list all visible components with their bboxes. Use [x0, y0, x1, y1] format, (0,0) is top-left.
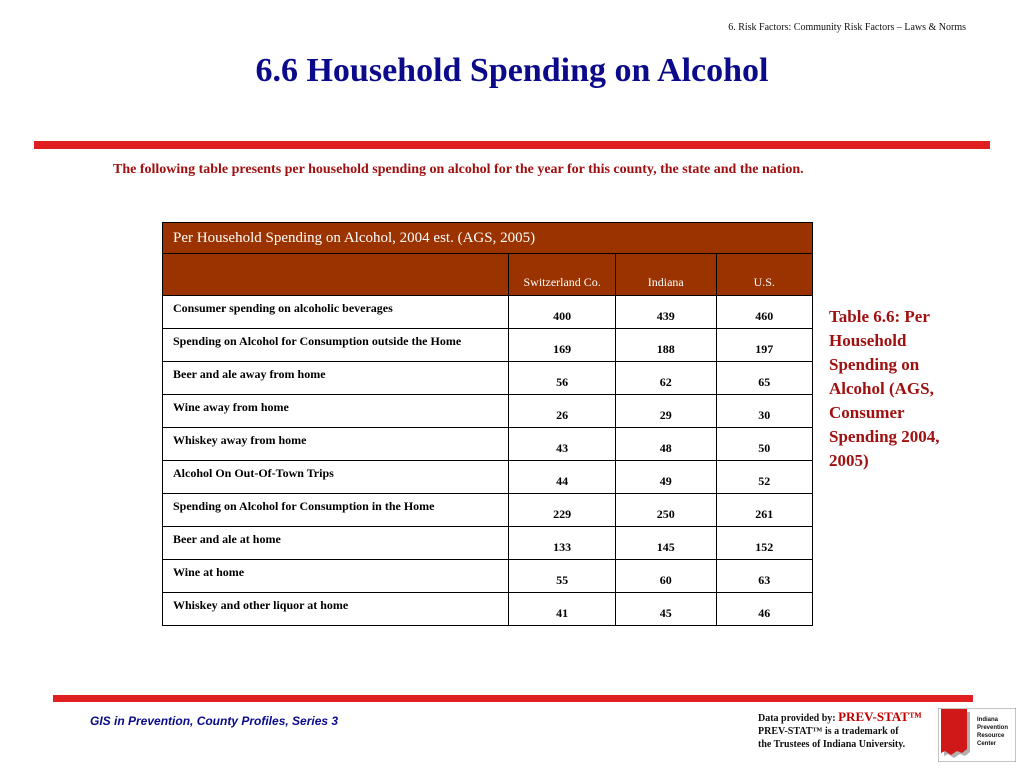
row-value: 400: [509, 296, 616, 329]
column-header-blank: [163, 254, 509, 296]
table-row: [163, 593, 813, 626]
row-value: 56: [509, 362, 616, 395]
row-label: Whiskey and other liquor at home: [163, 593, 509, 626]
row-value: 29: [615, 395, 716, 428]
row-value: 55: [509, 560, 616, 593]
column-header-indiana: Indiana: [615, 254, 716, 296]
trademark-line-1: PREV-STAT™ is a trademark of: [758, 726, 899, 737]
row-label: Alcohol On Out-Of-Town Trips: [163, 461, 509, 494]
row-label: Beer and ale away from home: [163, 362, 509, 395]
row-value: 62: [615, 362, 716, 395]
table-caption-row: [163, 223, 813, 254]
row-value: 45: [615, 593, 716, 626]
row-label: Beer and ale at home: [163, 527, 509, 560]
row-value: 261: [716, 494, 812, 527]
row-value: 65: [716, 362, 812, 395]
logo-text: [977, 716, 1008, 748]
credit-line: [758, 710, 922, 725]
row-value: 43: [509, 428, 616, 461]
top-divider: [34, 141, 990, 149]
page-title: 6.6 Household Spending on Alcohol: [255, 52, 769, 89]
row-value: 152: [716, 527, 812, 560]
row-value: 48: [615, 428, 716, 461]
intro-text: The following table presents per household spending on alcohol for the year for this county, the state and the nation.: [113, 162, 804, 177]
table-row: [163, 395, 813, 428]
spending-table: [162, 222, 813, 626]
table-caption: Per Household Spending on Alcohol, 2004 est. (AGS, 2005): [163, 223, 813, 254]
table-row: [163, 560, 813, 593]
credit-brand: PREV-STAT™: [838, 709, 922, 724]
row-label: Wine at home: [163, 560, 509, 593]
logo-line-4: Center: [977, 741, 997, 747]
logo-line-3: Resource: [977, 733, 1005, 739]
indiana-map-icon: [941, 709, 967, 755]
row-value: 229: [509, 494, 616, 527]
side-caption: Table 6.6: Per Household Spending on Alcohol (AGS, Consumer Spending 2004, 2005): [829, 307, 940, 470]
row-value: 145: [615, 527, 716, 560]
row-label: Spending on Alcohol for Consumption in the Home: [163, 494, 509, 527]
row-label: Wine away from home: [163, 395, 509, 428]
section-reference: 6. Risk Factors: Community Risk Factors – Laws & Norms: [728, 22, 966, 33]
row-value: 169: [509, 329, 616, 362]
logo-line-2: Prevention: [977, 725, 1009, 731]
table-row: [163, 329, 813, 362]
logo-line-1: Indiana: [977, 717, 999, 723]
row-value: 188: [615, 329, 716, 362]
row-value: 52: [716, 461, 812, 494]
table-row: [163, 461, 813, 494]
row-label: Whiskey away from home: [163, 428, 509, 461]
footer-series: GIS in Prevention, County Profiles, Series 3: [90, 714, 339, 728]
column-header-switzerland: Switzerland Co.: [509, 254, 616, 296]
row-value: 44: [509, 461, 616, 494]
row-value: 133: [509, 527, 616, 560]
credit-prefix: Data provided by:: [758, 713, 836, 724]
row-value: 50: [716, 428, 812, 461]
row-value: 250: [615, 494, 716, 527]
bottom-divider: [53, 695, 973, 702]
row-value: 46: [716, 593, 812, 626]
table-row: [163, 527, 813, 560]
table-row: [163, 428, 813, 461]
row-value: 41: [509, 593, 616, 626]
table-row: [163, 296, 813, 329]
row-value: 30: [716, 395, 812, 428]
table-header-row: [163, 254, 813, 296]
row-value: 460: [716, 296, 812, 329]
table-body: [163, 296, 813, 626]
row-value: 60: [615, 560, 716, 593]
table-row: [163, 494, 813, 527]
row-value: 63: [716, 560, 812, 593]
row-label: Consumer spending on alcoholic beverages: [163, 296, 509, 329]
footer-credit: [758, 710, 922, 751]
row-value: 197: [716, 329, 812, 362]
row-value: 439: [615, 296, 716, 329]
column-header-us: U.S.: [716, 254, 812, 296]
row-value: 49: [615, 461, 716, 494]
trademark-line-2: the Trustees of Indiana University.: [758, 739, 906, 750]
table-row: [163, 362, 813, 395]
row-label: Spending on Alcohol for Consumption outside the Home: [163, 329, 509, 362]
row-value: 26: [509, 395, 616, 428]
